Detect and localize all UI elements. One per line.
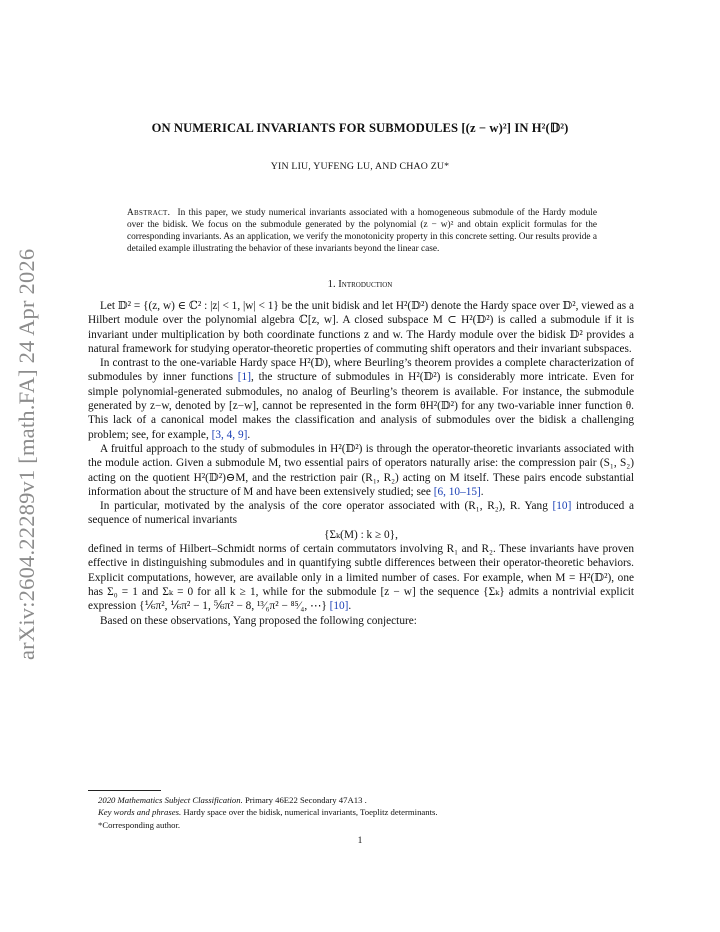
paragraph-2-text-c: . bbox=[247, 428, 251, 441]
paragraph-3 bbox=[88, 442, 634, 499]
abstract-label: Abstract. bbox=[127, 208, 171, 218]
paragraph-4-text-a: In particular, motivated by the analysis of the core operator associated with (R₁, R₂), R. Yang bbox=[100, 500, 553, 513]
section-heading bbox=[0, 279, 720, 290]
footnote-divider bbox=[88, 790, 161, 791]
citation-link[interactable]: [10] bbox=[552, 500, 572, 513]
body-text bbox=[88, 299, 634, 628]
paragraph-5 bbox=[88, 542, 634, 613]
paragraph-2-text-b: , the structure of submodules in H²(𝔻²) is considerably more intricate. Even for simple polynomial-generated submodules, no analog of Beurling’s theorem is available. For instance, the submodule generated by z−w, denoted by [z−w], cannot be represented in the form θH²(𝔻²) for any two-variable inner function θ. This lack of a canonical model makes the classification and analysis of submodules over the bidisk a challenging problem; see, for example, bbox=[88, 371, 634, 441]
paper-title: ON NUMERICAL INVARIANTS FOR SUBMODULES [(z − w)²] IN H²(𝔻²) bbox=[151, 121, 569, 135]
abstract-text: In this paper, we study numerical invariants associated with a homogeneous submodule of the Hardy module over the bidisk. We focus on the submodule generated by the polynomial (z − w)² and obtain explicit formulas for the corresponding invariants. As an application, we verify the monotonicity property in this concrete setting. Our results provide a detailed example illustrating the behavior of these invariants beyond the linear case. bbox=[127, 208, 597, 254]
page-number: 1 bbox=[357, 836, 363, 846]
footnote-msc bbox=[98, 794, 638, 806]
display-equation: {Σₖ(M) : k ≥ 0}, bbox=[324, 528, 398, 541]
section-title: Introduction bbox=[338, 279, 393, 290]
msc-text: Primary 46E22 Secondary 47A13 . bbox=[244, 795, 367, 805]
paragraph-6: Based on these observations, Yang proposed the following conjecture: bbox=[100, 614, 417, 627]
paragraph-2-text-a: In contrast to the one-variable Hardy space H²(𝔻), where Beurling’s theorem provides a complete characterization of submodules by inner functions bbox=[88, 357, 634, 384]
msc-label: 2020 Mathematics Subject Classification. bbox=[98, 795, 243, 805]
paragraph-5-text-a: defined in terms of Hilbert–Schmidt norms of certain commutators involving R₁ and R₂. These invariants have proven effective in distinguishing submodules and in quantifying subtle differences between their operator-theoretic behaviors. Explicit computations, however, are available only in a limited number of cases. For example, when M = H²(𝔻²), one has Σ₀ = 1 and Σₖ = 0 for all k ≥ 1, while for the submodule [z − w] the sequence {Σₖ} admits a nontrivial explicit expression {⅙π², ⅙π² − 1, ⅚π² − 8, ¹³⁄₆π² − ⁸⁵⁄₄, ⋯} bbox=[88, 543, 634, 613]
section-number: 1. bbox=[327, 279, 336, 290]
keywords-label: Key words and phrases. bbox=[98, 807, 182, 818]
arxiv-identifier: arXiv:2604.22289v1 [math.FA] 24 Apr 2026 bbox=[14, 248, 39, 660]
paragraph-3-text-a: A fruitful approach to the study of submodules in H²(𝔻²) is through the operator-theoretic invariants associated with the module action. Given a submodule M, two essential pairs of operators naturally arise: the compression pair (S₁, S₂) acting on the quotient H²(𝔻²)⊖M, and the restriction pair (R₁, R₂) acting on M itself. These pairs encode substantial information about the structure of M and have been extensively studied; see bbox=[88, 442, 634, 498]
paragraph-1: Let 𝔻² = {(z, w) ∈ ℂ² : |z| < 1, |w| < 1} be the unit bidisk and let H²(𝔻²) denote the Hardy space over 𝔻², viewed as a Hilbert module over the polynomial algebra ℂ[z, w]. A closed subspace M ⊂ H²(𝔻²) is called a submodule if it is invariant under multiplication by both coordinate functions z and w. The Hardy module over the bidisk 𝔻² provides a natural framework for studying operator-theoretic properties of commuting shift operators and their invariant subspaces. bbox=[88, 300, 634, 355]
citation-link[interactable]: [3, 4, 9] bbox=[211, 428, 248, 441]
citation-link[interactable]: [10] bbox=[329, 600, 349, 613]
paragraph-3-text-b: . bbox=[480, 485, 484, 498]
paragraph-4 bbox=[88, 499, 634, 528]
keywords-text: Hardy space over the bidisk, numerical invariants, Toeplitz determinants. bbox=[183, 807, 438, 818]
abstract bbox=[127, 208, 597, 256]
footnote-keywords bbox=[98, 806, 638, 818]
paragraph-5-text-b: . bbox=[348, 600, 352, 613]
citation-link[interactable]: [6, 10–15] bbox=[433, 485, 481, 498]
footnote-corresponding: *Corresponding author. bbox=[98, 819, 181, 830]
footnotes bbox=[98, 794, 638, 831]
author-list: YIN LIU, YUFENG LU, AND CHAO ZU* bbox=[270, 161, 450, 172]
paragraph-2 bbox=[88, 356, 634, 442]
citation-link[interactable]: [1] bbox=[237, 371, 251, 384]
paragraph-4-text-b: introduced a sequence of numerical invariants bbox=[88, 500, 634, 527]
